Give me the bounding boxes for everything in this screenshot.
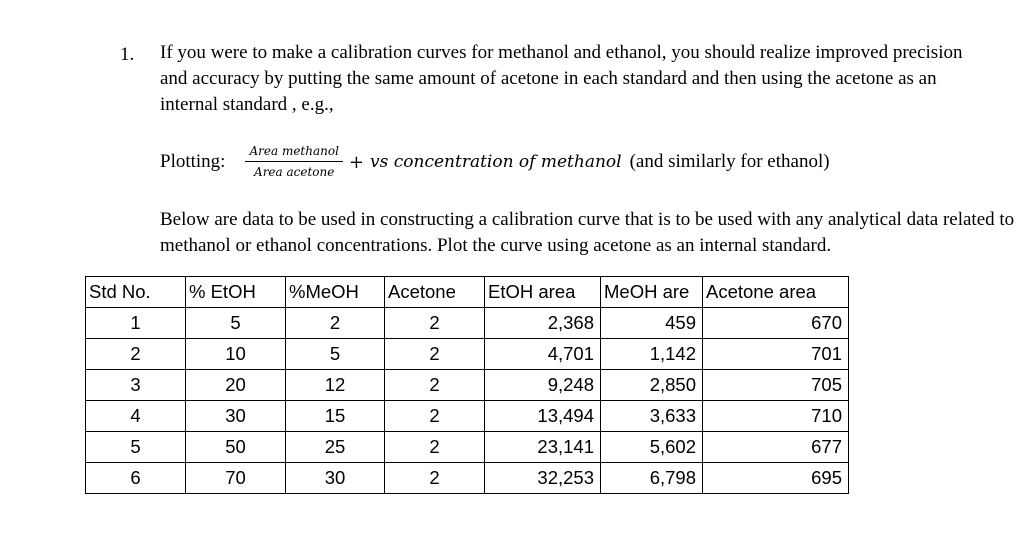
cell-acetone: 2 xyxy=(385,432,485,463)
cell-meoh-area: 2,850 xyxy=(601,370,703,401)
cell-pct-meoh: 15 xyxy=(286,401,385,432)
table-row xyxy=(86,432,849,463)
table-header-row xyxy=(86,277,849,308)
cell-etoh-area: 32,253 xyxy=(485,463,601,494)
table-row xyxy=(86,308,849,339)
similarly-ethanol-note: (and similarly for ethanol) xyxy=(629,151,830,172)
header-pct-etoh: % EtOH xyxy=(186,277,286,308)
cell-pct-etoh: 5 xyxy=(186,308,286,339)
header-acetone: Acetone xyxy=(385,277,485,308)
cell-pct-etoh: 30 xyxy=(186,401,286,432)
table-row xyxy=(86,370,849,401)
fraction-denominator: Area acetone xyxy=(254,165,335,179)
cell-acetone: 2 xyxy=(385,370,485,401)
cell-etoh-area: 13,494 xyxy=(485,401,601,432)
cell-etoh-area: 2,368 xyxy=(485,308,601,339)
table-row xyxy=(86,339,849,370)
cell-meoh-area: 3,633 xyxy=(601,401,703,432)
cell-acetone-area: 710 xyxy=(703,401,849,432)
cell-std-no: 4 xyxy=(86,401,186,432)
cell-acetone: 2 xyxy=(385,308,485,339)
calibration-data-table xyxy=(85,276,849,494)
area-ratio-fraction xyxy=(245,144,342,180)
cell-acetone-area: 670 xyxy=(703,308,849,339)
cell-acetone-area: 695 xyxy=(703,463,849,494)
cell-acetone: 2 xyxy=(385,401,485,432)
plotting-formula xyxy=(160,142,830,182)
cell-pct-etoh: 50 xyxy=(186,432,286,463)
table-row xyxy=(86,463,849,494)
cell-acetone: 2 xyxy=(385,339,485,370)
cell-pct-meoh: 5 xyxy=(286,339,385,370)
vs-concentration-text: vs concentration of methanol xyxy=(370,152,622,172)
cell-pct-meoh: 30 xyxy=(286,463,385,494)
cell-meoh-area: 6,798 xyxy=(601,463,703,494)
cell-etoh-area: 4,701 xyxy=(485,339,601,370)
cell-acetone: 2 xyxy=(385,463,485,494)
cell-acetone-area: 705 xyxy=(703,370,849,401)
cell-acetone-area: 677 xyxy=(703,432,849,463)
cell-meoh-area: 5,602 xyxy=(601,432,703,463)
cell-meoh-area: 459 xyxy=(601,308,703,339)
cell-pct-meoh: 25 xyxy=(286,432,385,463)
header-meoh-area: MeOH are xyxy=(601,277,703,308)
cell-pct-meoh: 2 xyxy=(286,308,385,339)
question-intro-text: If you were to make a calibration curves for methanol and ethanol, you should realize improved precision and accuracy by putting the same amount of acetone in each standard and then using the acetone as an internal standard , e.g., xyxy=(160,42,963,115)
header-acetone-area: Acetone area xyxy=(703,277,849,308)
cell-pct-meoh: 12 xyxy=(286,370,385,401)
cell-etoh-area: 9,248 xyxy=(485,370,601,401)
cell-meoh-area: 1,142 xyxy=(601,339,703,370)
plotting-label: Plotting: xyxy=(160,151,226,172)
cell-pct-etoh: 10 xyxy=(186,339,286,370)
data-instructions-text: Below are data to be used in constructing a calibration curve that is to be used with any analytical data related to methanol or ethanol concentrations. Plot the curve using acetone as an internal standard. xyxy=(160,209,1015,256)
header-pct-meoh: %MeOH xyxy=(286,277,385,308)
fraction-numerator: Area methanol xyxy=(245,144,342,162)
cell-std-no: 5 xyxy=(86,432,186,463)
cell-acetone-area: 701 xyxy=(703,339,849,370)
header-etoh-area: EtOH area xyxy=(485,277,601,308)
table-row xyxy=(86,401,849,432)
cell-std-no: 3 xyxy=(86,370,186,401)
cell-std-no: 1 xyxy=(86,308,186,339)
plus-sign: + xyxy=(348,151,365,173)
cell-pct-etoh: 20 xyxy=(186,370,286,401)
question-number: 1. xyxy=(120,44,135,65)
cell-std-no: 6 xyxy=(86,463,186,494)
header-std-no: Std No. xyxy=(86,277,186,308)
cell-pct-etoh: 70 xyxy=(186,463,286,494)
cell-etoh-area: 23,141 xyxy=(485,432,601,463)
cell-std-no: 2 xyxy=(86,339,186,370)
